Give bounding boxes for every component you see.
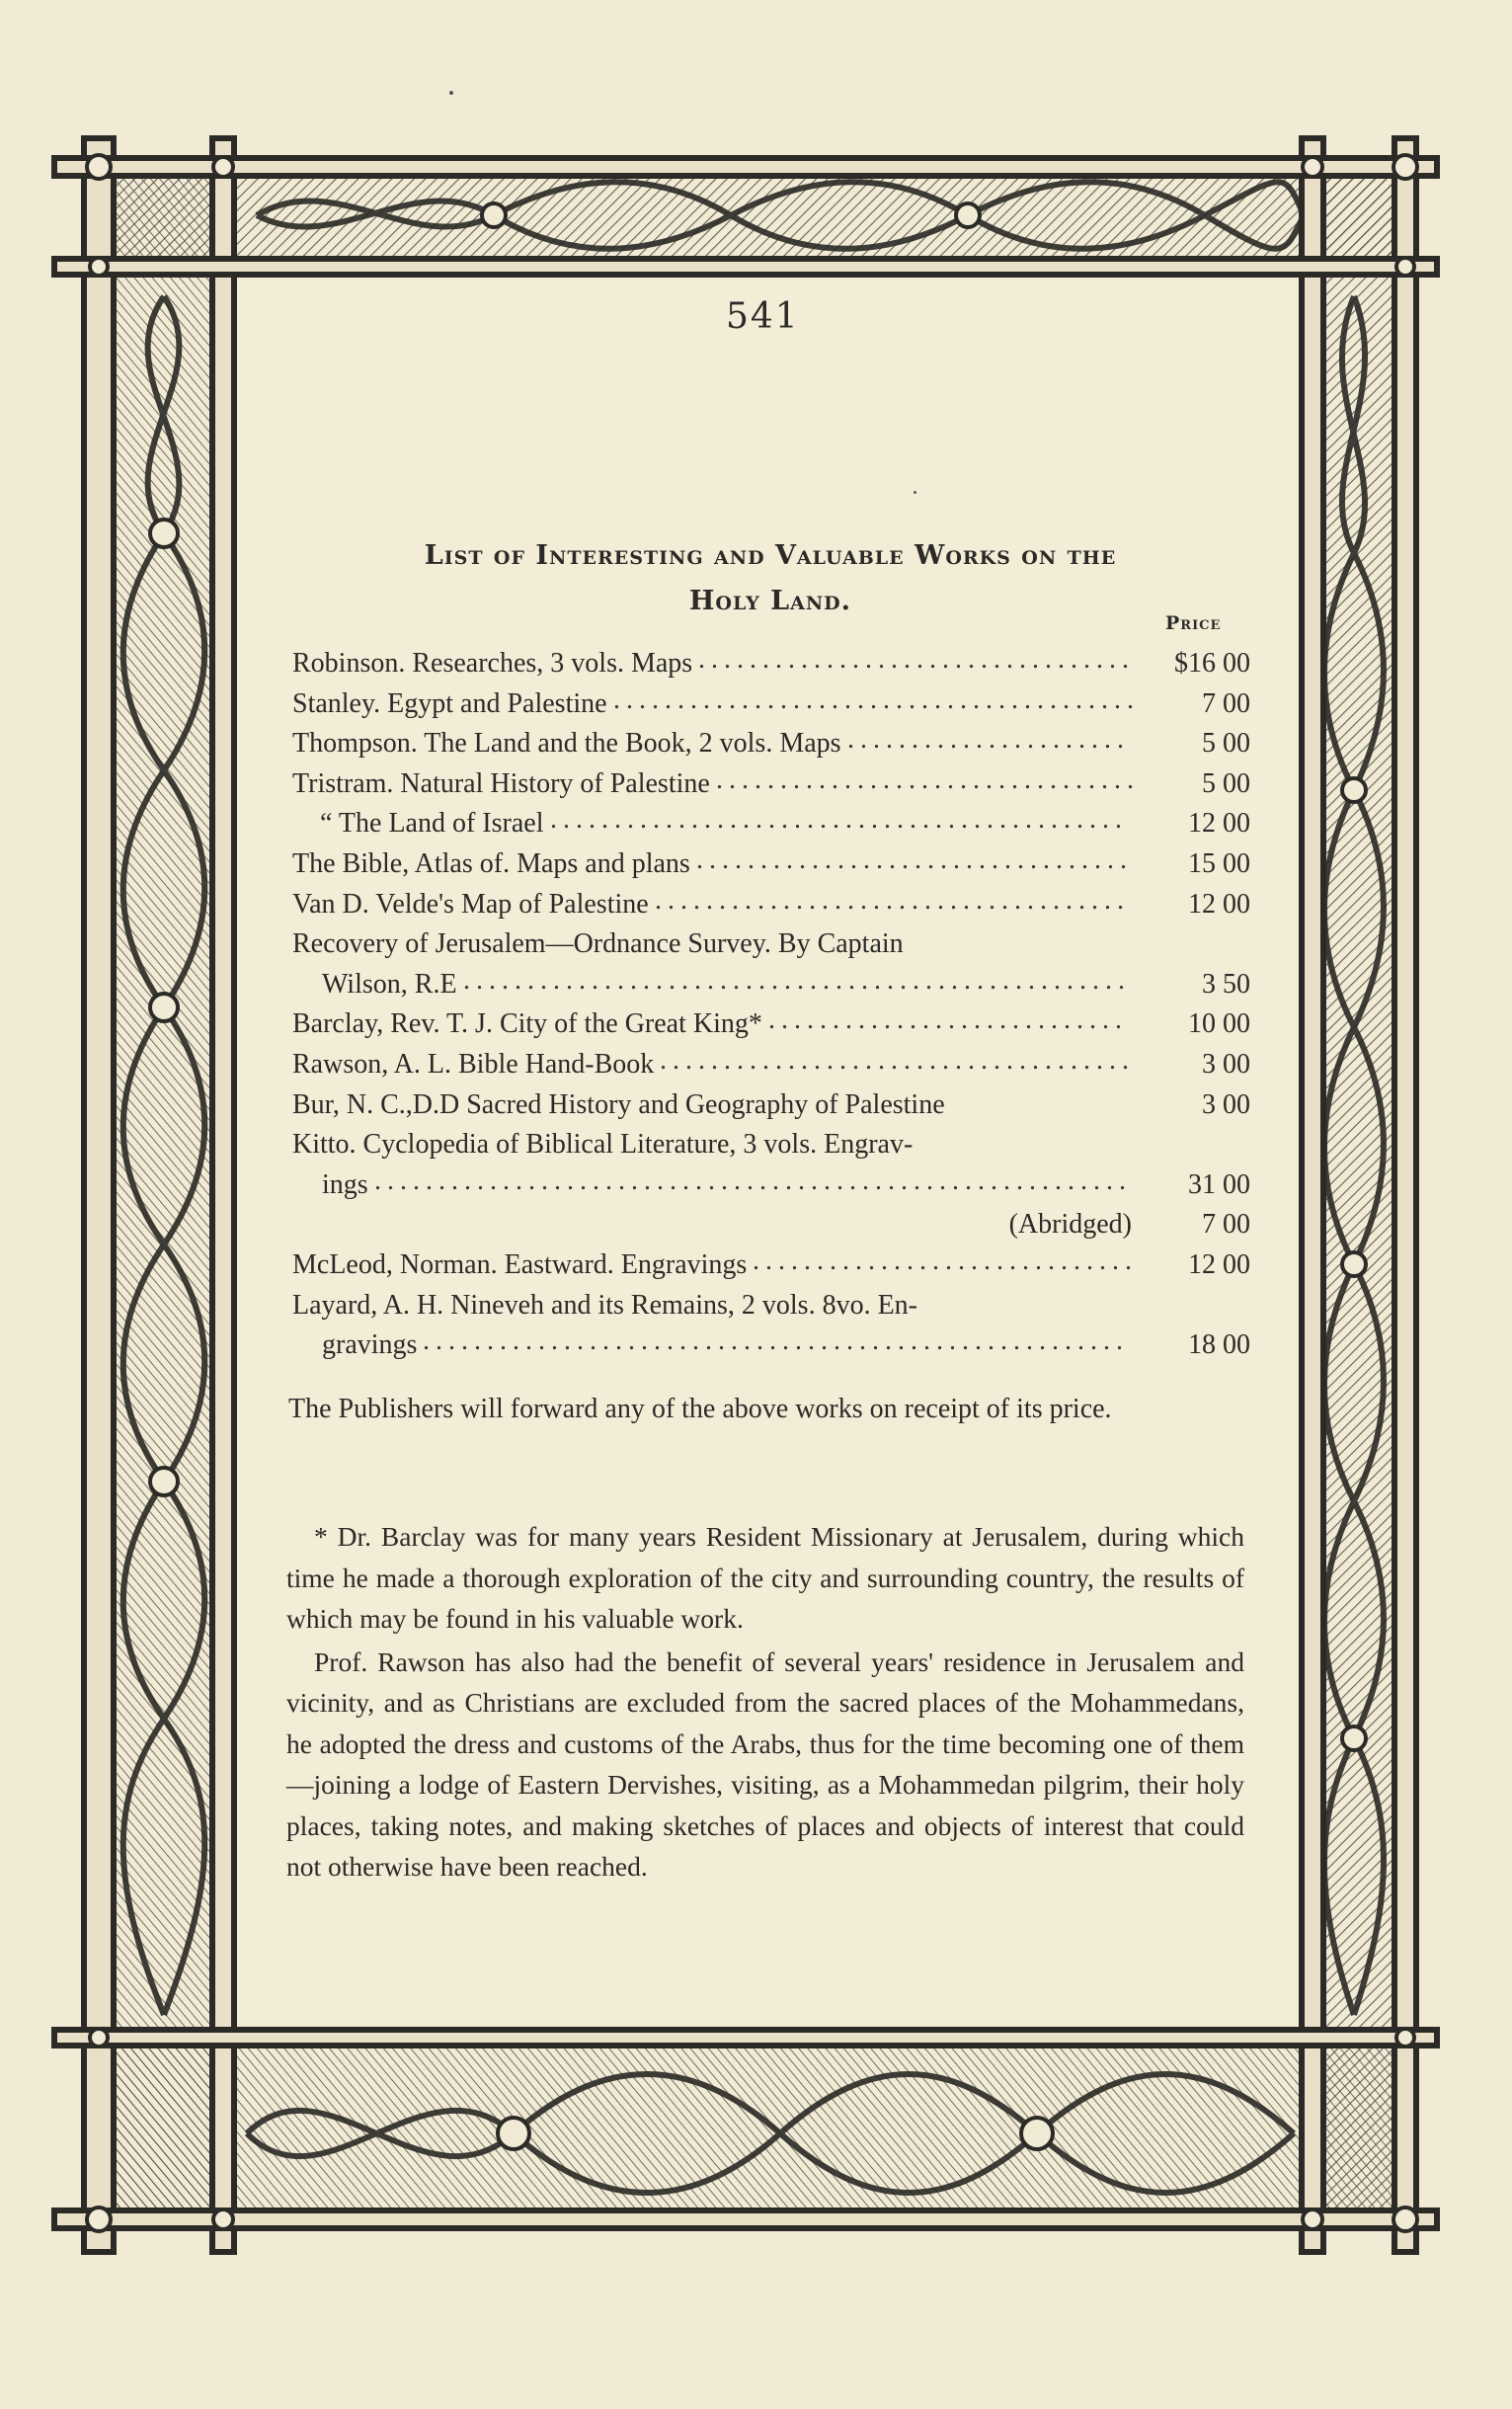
work-entry-title: Layard, A. H. Nineveh and its Remains, 2 vols. 8vo. En- [292, 1289, 918, 1321]
work-entry-price: 18 00 [1188, 1329, 1250, 1361]
work-entry-price: 5 00 [1202, 728, 1250, 760]
work-entry [292, 924, 1250, 965]
work-entry-price: 15 00 [1188, 847, 1250, 879]
heading-line-1: List of Interesting and Valuable Works on the [424, 540, 1117, 571]
leader-dots: ..................................... [655, 884, 1130, 916]
work-entry-title: Thompson. The Land and the Book, 2 vols. Maps [292, 728, 841, 760]
footnote-paragraph: Prof. Rawson has also had the benefit of several years' residence in Jerusalem and vicinity, and as Christians are excluded from the sacred places of the Mohammedans, he adopted the dress and customs of the Arabs, thus for the time becoming one of them—joining a lodge of Eastern Dervishes, visiting, as a Mohammedan pilgrim, their holy places, taking notes, and making sketches of places and objects of interest that could not otherwise have been reached. [286, 1646, 1244, 1882]
leader-dots: ................................. [716, 763, 1140, 795]
work-entry-title: ings [322, 1168, 368, 1200]
work-entry-price: 3 00 [1202, 1048, 1250, 1080]
work-entry [292, 1125, 1250, 1165]
leader-dots: ....................................................... [423, 1325, 1129, 1357]
work-entry-title: Stanley. Egypt and Palestine [292, 687, 607, 719]
work-entry [292, 1286, 1250, 1326]
leader-dots: ............................ [768, 1004, 1128, 1036]
leader-dots: .............................. [753, 1245, 1138, 1276]
work-entry [292, 1004, 1250, 1045]
work-entry [292, 804, 1250, 844]
work-entry-price: 3 50 [1202, 968, 1250, 1000]
work-entry-price: 3 00 [1202, 1088, 1250, 1120]
work-entry-price: 12 00 [1188, 1248, 1250, 1280]
work-entry [292, 1325, 1250, 1366]
works-list [292, 644, 1250, 1366]
work-entry [292, 644, 1250, 684]
work-entry-price: 7 00 [1202, 1209, 1250, 1241]
ink-speck [914, 491, 916, 494]
work-entry-price: 10 00 [1188, 1008, 1250, 1040]
work-entry-title: Rawson, A. L. Bible Hand-Book [292, 1048, 655, 1080]
footnote [286, 1516, 1244, 1887]
heading-line-2: Holy Land. [688, 586, 852, 616]
leader-dots: ......................................... [613, 683, 1140, 715]
work-entry [292, 1045, 1250, 1085]
page-number: 541 [726, 296, 800, 337]
work-entry-price: 12 00 [1188, 888, 1250, 920]
work-entry-title: Recovery of Jerusalem—Ordnance Survey. By Captain [292, 928, 904, 960]
work-entry-title: “ The Land of Israel [320, 808, 544, 840]
work-entry-price: 5 00 [1202, 767, 1250, 799]
work-entry [292, 1085, 1250, 1126]
work-entry-price: 12 00 [1188, 808, 1250, 840]
work-entry-price: $16 00 [1174, 648, 1250, 679]
leader-dots: .................................. [698, 644, 1135, 675]
price-column-label: Price [1165, 612, 1222, 634]
footnote-paragraph: * Dr. Barclay was for many years Resident Missionary at Jerusalem, during which time he made a thorough exploration of the city and surrounding country, the results of which may be found in his valuable work. [286, 1521, 1244, 1634]
work-entry-title: Barclay, Rev. T. J. City of the Great King* [292, 1008, 762, 1040]
work-entry-title: gravings [322, 1329, 418, 1361]
work-entry-title: Robinson. Researches, 3 vols. Maps [292, 648, 693, 679]
work-entry [292, 724, 1250, 764]
work-entry [292, 1165, 1250, 1206]
leader-dots: .................................. [696, 843, 1133, 875]
work-entry-title: The Bible, Atlas of. Maps and plans [292, 847, 690, 879]
work-entry-title: Kitto. Cyclopedia of Biblical Literature, 3 vols. Engrav- [292, 1129, 914, 1161]
work-entry-title: Wilson, R.E [322, 968, 457, 1000]
work-entry [292, 844, 1250, 885]
leader-dots: ........................................................... [374, 1164, 1132, 1196]
work-entry-title: McLeod, Norman. Eastward. Engravings [292, 1248, 748, 1280]
work-entry [292, 885, 1250, 925]
work-entry [292, 684, 1250, 725]
work-entry-title: Bur, N. C.,D.D Sacred History and Geography of Palestine [292, 1088, 945, 1120]
work-entry-title: Tristram. Natural History of Palestine [292, 767, 710, 799]
publishers-note: The Publishers will forward any of the above works on receipt of its price. [288, 1394, 1112, 1424]
leader-dots: .................................................... [463, 964, 1131, 996]
work-entry-title: Van D. Velde's Map of Palestine [292, 888, 649, 920]
work-entry [292, 1205, 1250, 1245]
work-entry [292, 965, 1250, 1005]
leader-dots: ............................................. [550, 804, 1128, 836]
leader-dots: ..................................... [660, 1044, 1135, 1076]
work-entry [292, 764, 1250, 805]
ink-speck [449, 91, 453, 95]
leader-dots: ...................... [847, 724, 1130, 756]
work-entry-price: 31 00 [1188, 1168, 1250, 1200]
work-entry-title: (Abridged) [1008, 1209, 1132, 1241]
work-entry [292, 1245, 1250, 1286]
page-heading [286, 533, 1254, 624]
work-entry-price: 7 00 [1202, 687, 1250, 719]
